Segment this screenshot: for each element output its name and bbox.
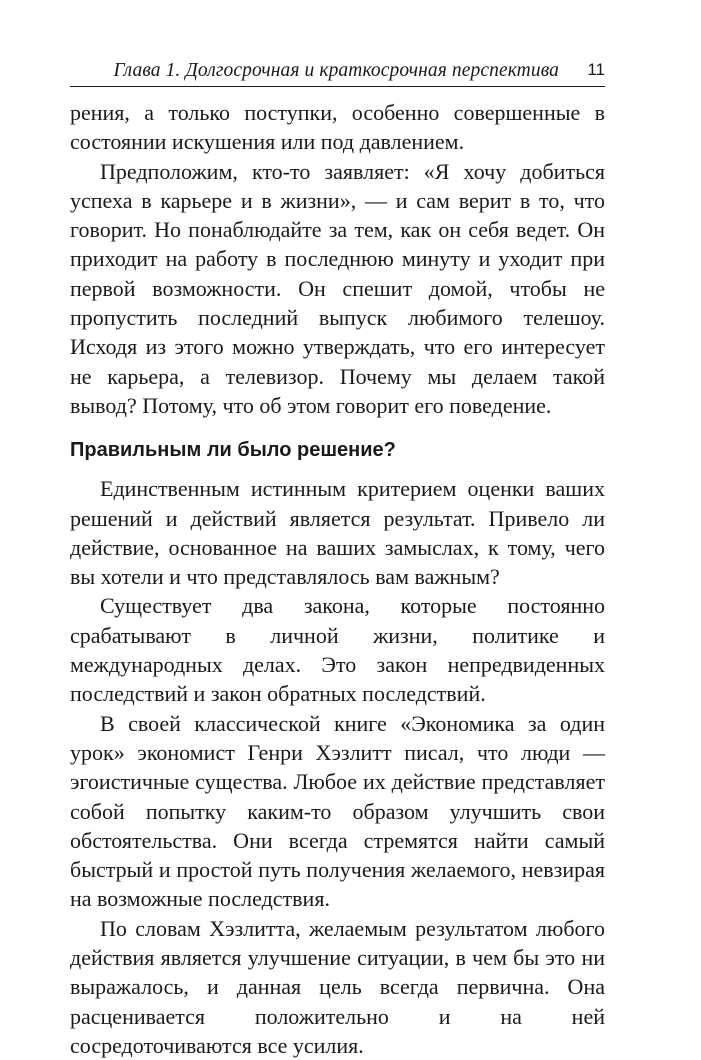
page-body <box>70 98 605 1060</box>
running-header <box>70 58 605 87</box>
paragraph: По словам Хэзлитта, желаемым результатом любого действия является улучшение ситуации, в чем бы это ни выражалось, и данная цель всегда первична. Она расценивается положительно и на ней сосредоточиваются все усилия. <box>70 915 605 1058</box>
paragraph-continued: рения, а только поступки, особенно совершенные в состоянии искушения или под давлением. <box>70 100 605 155</box>
paragraph: Предположим, кто-то заявляет: «Я хочу добиться успеха в карьере и в жизни», — и сам верит в то, что говорит. Но понаблюдайте за тем, как он себя ведет. Он приходит на работу в последнюю минуту и уходит при первой возможности. Он спешит домой, чтобы не пропустить последний выпуск любимого телешоу. Исходя из этого можно утверждать, что его интересует не карьера, а телевизор. Почему мы делаем такой вывод? Потому, что об этом говорит его поведение. <box>70 158 605 418</box>
paragraph: Существует два закона, которые постоянно срабатывают в личной жизни, политике и международных делах. Это закон непредвиденных последствий и закон обратных последствий. <box>70 593 605 707</box>
paragraph: В своей классической книге «Экономика за один урок» экономист Генри Хэзлитт писал, что люди — эгоистичные существа. Любое их действие представляет собой попытку каким-то образом улучшить свои обстоятельства. Они всегда стремятся найти самый быстрый и простой путь получения желаемого, невзирая на возможные последствия. <box>70 710 605 912</box>
paragraph: Единственным истинным критерием оценки ваших решений и действий является результат. Привело ли действие, основанное на ваших замыслах, к тому, чего вы хотели и что представлялось вам важным? <box>70 476 605 590</box>
page-number: 11 <box>587 60 605 79</box>
chapter-title: Глава 1. Долгосрочная и краткосрочная перспектива <box>113 60 559 81</box>
section-heading: Правильным ли было решение? <box>70 439 396 462</box>
